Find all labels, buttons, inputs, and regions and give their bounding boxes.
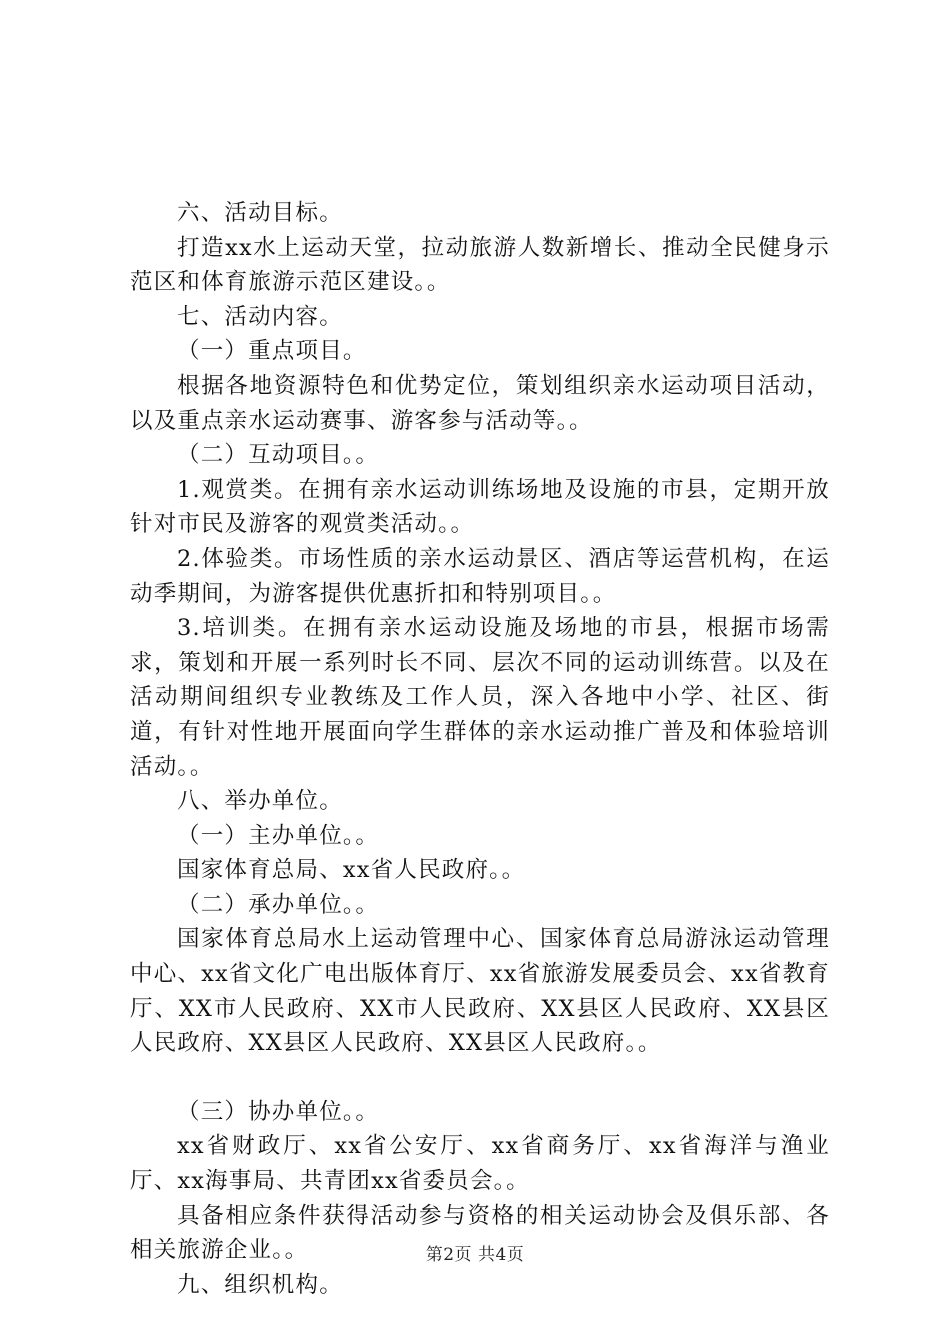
document-body	[130, 196, 830, 1302]
subheading-interactive-projects: （二）互动项目。。	[177, 442, 380, 469]
page-footer	[0, 1244, 950, 1266]
paragraph-experience-activities: 2.体验类。市场性质的亲水运动景区、酒店等运营机构，在运动季期间，为游客提供优惠折扣和特别项目。。	[130, 545, 830, 607]
paragraph-training-activities: 3.培训类。在拥有亲水运动设施及场地的市县，根据市场需求，策划和开展一系列时长不同、层次不同的运动训练营。以及在活动期间组织专业教练及工作人员，深入各地中小学、社区、街道，有针对性地开展面向学生群体的亲水运动推广普及和体验培训活动。。	[130, 615, 830, 780]
paragraph-activity-goal: 打造xx水上运动天堂，拉动旅游人数新增长、推动全民健身示范区和体育旅游示范区建设。。	[130, 234, 830, 296]
paragraph-qualified-participants: 具备相应条件获得活动参与资格的相关运动协会及俱乐部、各相关旅游企业。。	[130, 1202, 830, 1264]
heading-organizers: 八、举办单位。	[177, 788, 343, 815]
paragraph-host-units: 国家体育总局、xx省人民政府。。	[177, 857, 526, 884]
heading-organization-structure: 九、组织机构。	[177, 1271, 343, 1298]
subheading-undertaking-units: （二）承办单位。。	[177, 891, 380, 918]
paragraph-co-organizers: xx省财政厅、xx省公安厅、xx省商务厅、xx省海洋与渔业厅、xx海事局、共青团xx省委员会。。	[130, 1133, 830, 1195]
subheading-co-organizers: （三）协办单位。。	[177, 1098, 380, 1125]
paragraph-key-projects: 根据各地资源特色和优势定位，策划组织亲水运动项目活动，以及重点亲水运动赛事、游客参与活动等。。	[130, 372, 830, 434]
paragraph-viewing-activities: 1.观赏类。在拥有亲水运动训练场地及设施的市县，定期开放针对市民及游客的观赏类活动。。	[130, 476, 830, 538]
page-number: 第2页 共4页	[425, 1245, 525, 1265]
subheading-key-projects: （一）重点项目。	[177, 338, 367, 365]
subheading-host-units: （一）主办单位。。	[177, 822, 380, 849]
paragraph-undertaking-units: 国家体育总局水上运动管理中心、国家体育总局游泳运动管理中心、xx省文化广电出版体育厅、xx省旅游发展委员会、xx省教育厅、XX市人民政府、XX市人民政府、XX县区人民政府、XX县区人民政府、XX县区人民政府、XX县区人民政府。。	[130, 926, 830, 1057]
heading-activity-goal: 六、活动目标。	[177, 200, 343, 226]
heading-activity-content: 七、活动内容。	[177, 303, 343, 330]
